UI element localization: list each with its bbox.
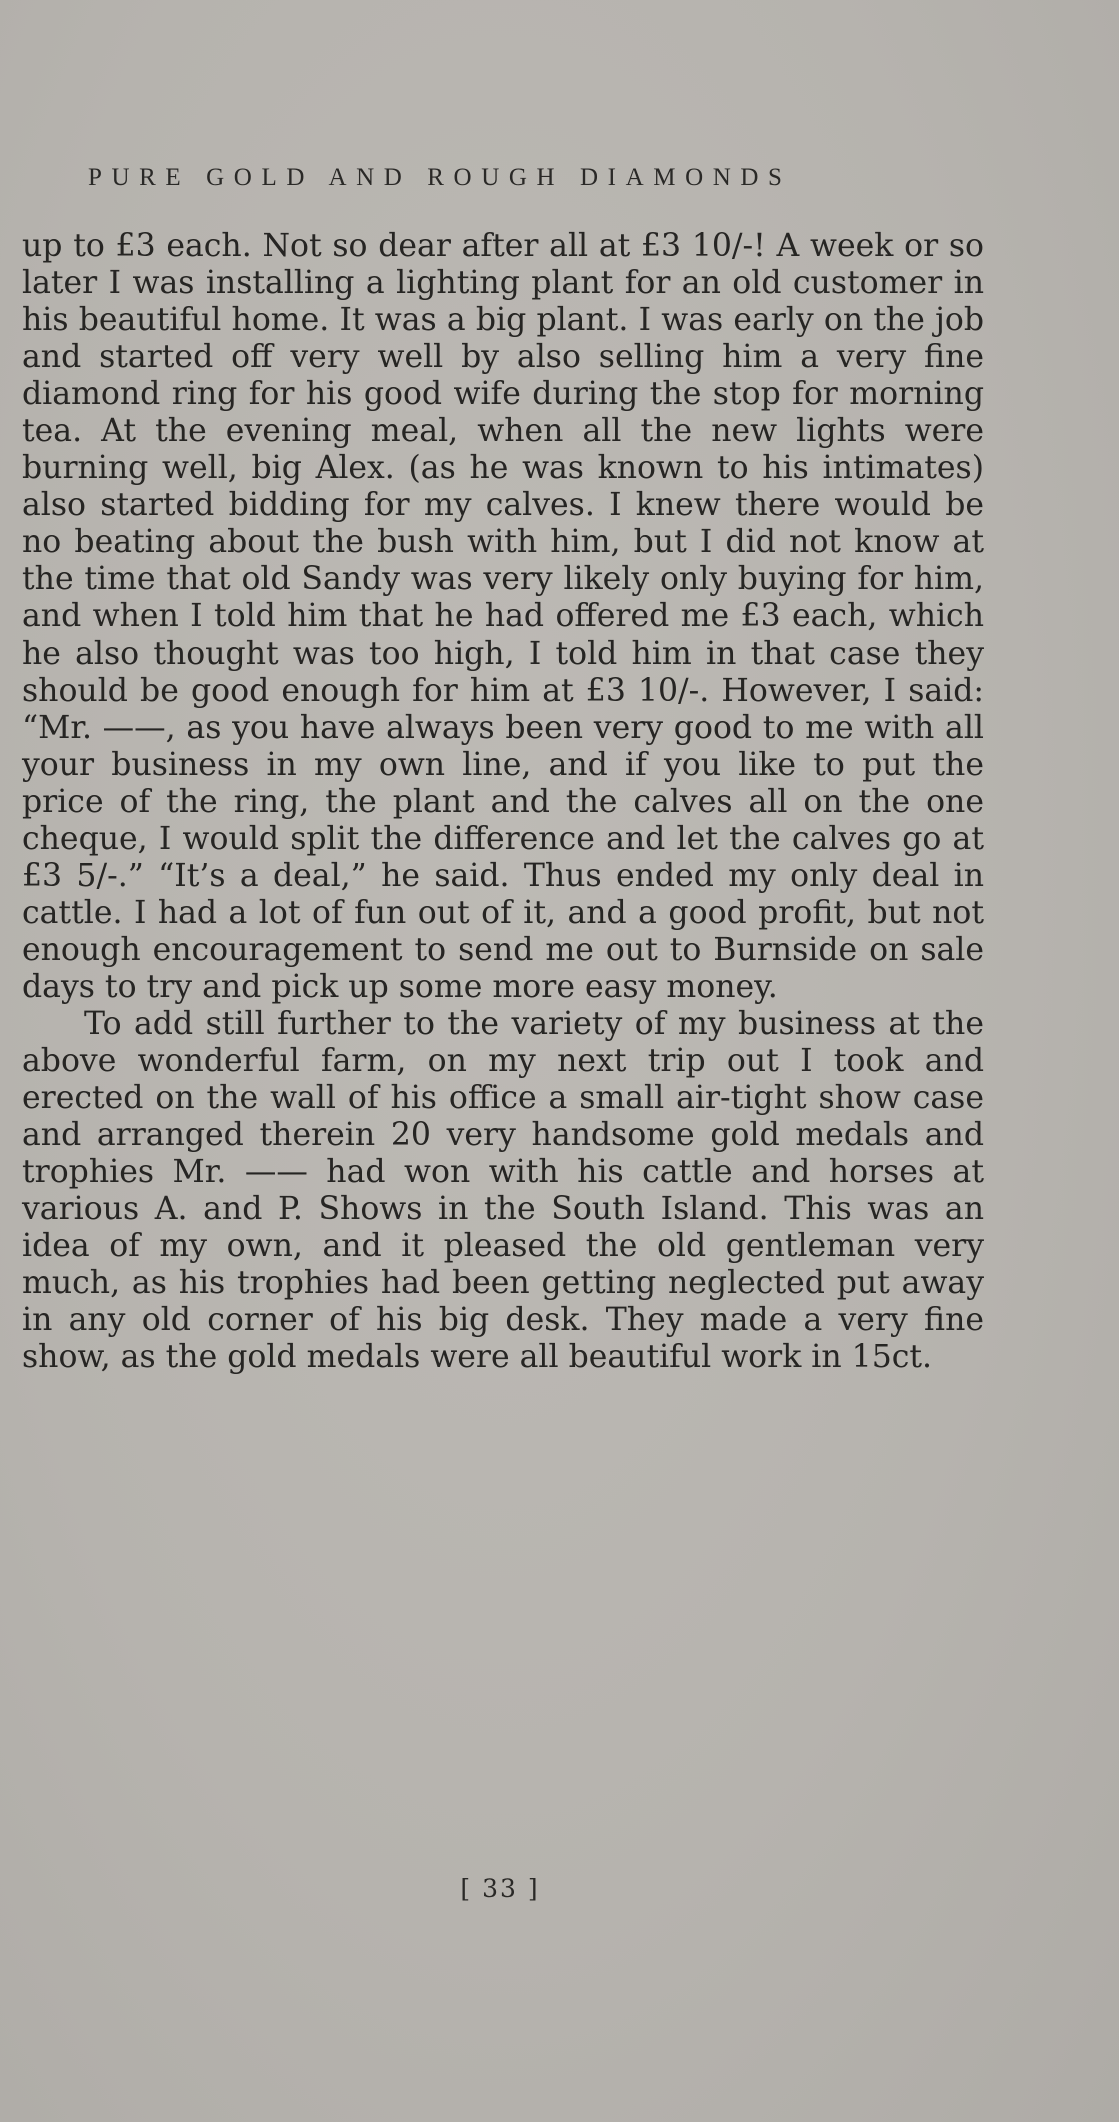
- running-head-title: PURE GOLD AND ROUGH DIAMONDS: [88, 164, 792, 191]
- page-number: [ 33 ]: [460, 1874, 540, 1903]
- body-text: [22, 228, 984, 1376]
- paragraph-1: up to £3 each. Not so dear after all at £3 10/-! A week or so later I was installing a lighting plant for an old customer in his beautiful home. It was a big plant. I was early on the job and started off very well by also selling him a very fine diamond ring for his good wife during the stop for morning tea. At the evening meal, when all the new lights were burning well, big Alex. (as he was known to his intimates) also started bidding for my calves. I knew there would be no beating about the bush with him, but I did not know at the time that old Sandy was very likely only buying for him, and when I told him that he had offered me £3 each, which he also thought was too high, I told him in that case they should be good enough for him at £3 10/-. However, I said: “Mr. ——, as you have always been very good to me with all your business in my own line, and if you like to put the price of the ring, the plant and the calves all on the one cheque, I would split the difference and let the calves go at £3 5/-.” “It’s a deal,” he said. Thus ended my only deal in cattle. I had a lot of fun out of it, and a good profit, but not enough encouragement to send me out to Burnside on sale days to try and pick up some more easy money.: [22, 228, 984, 1005]
- paragraph-2: To add still further to the variety of my business at the above wonderful farm, on my next trip out I took and erected on the wall of his office a small air-tight show case and arranged therein 20 very handsome gold medals and trophies Mr. —— had won with his cattle and horses at various A. and P. Shows in the South Island. This was an idea of my own, and it pleased the old gentleman very much, as his trophies had been getting neglected put away in any old corner of his big desk. They made a very fine show, as the gold medals were all beautiful work in 15ct.: [22, 1005, 984, 1376]
